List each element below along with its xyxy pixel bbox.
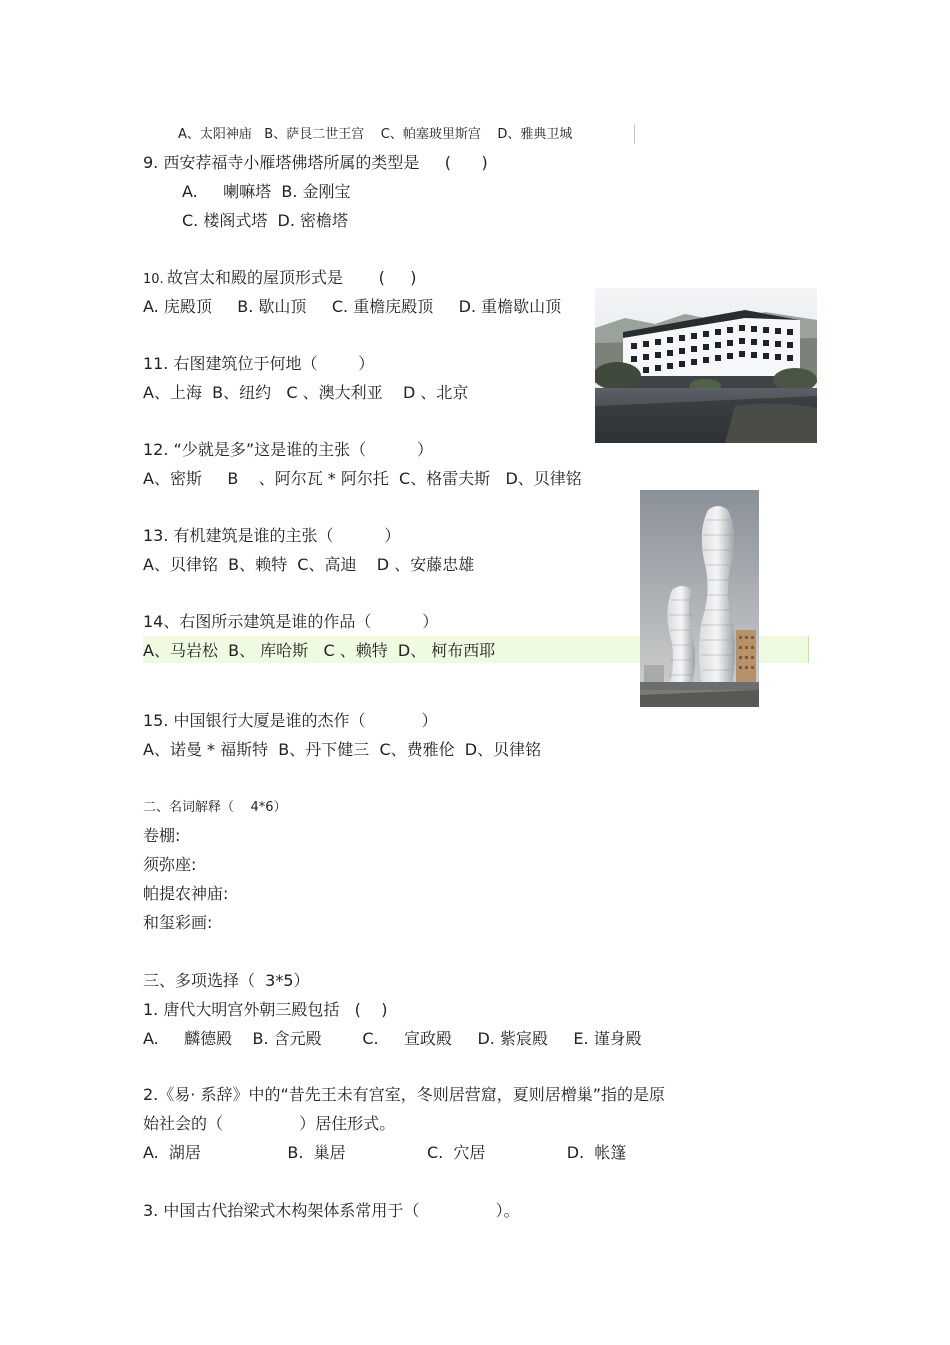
term-2: 须弥座: [143,855,197,874]
term-4: 和玺彩画: [143,913,213,932]
section-3-heading: 三、多项选择（ 3*5） [143,971,310,990]
mc-question-2-line-1: 2.《易· 系辞》中的“昔先王未有宫室，冬则居营窟，夏则居橧巢”指的是原 [143,1085,666,1104]
mc-question-2-options: A. 湖居 B. 巢居 C. 穴居 D. 帐篷 [143,1143,627,1162]
section-2-heading: 二、名词解释（ 4*6） [143,800,287,815]
question-9-options-b: C. 楼阁式塔 D. 密檐塔 [182,211,349,230]
question-14-options: A、马岩松 B、 库哈斯 C 、赖特 D、 柯布西耶 [143,641,496,660]
question-13-options: A、贝律铭 B、赖特 C、高迪 D 、安藤忠雄 [143,555,475,574]
mc-question-2-line-2: 始社会的（ ）居住形式。 [143,1114,396,1133]
question-10-options: A. 庑殿顶 B. 歇山顶 C. 重檐庑殿顶 D. 重檐歇山顶 [143,297,562,316]
question-11: 11. 右图建筑位于何地（ ） [143,354,375,373]
mc-question-1: 1. 唐代大明宫外朝三殿包括 ( ) [143,1000,388,1019]
question-13: 13. 有机建筑是谁的主张（ ） [143,526,401,545]
question-10: 故宫太和殿的屋顶形式是 ( ) [167,268,417,287]
building-photo-2 [640,490,759,707]
building-photo-1 [595,288,817,443]
term-3: 帕提农神庙: [143,884,229,903]
question-9-options-a: A. 喇嘛塔 B. 金刚宝 [182,182,351,201]
question-12-options: A、密斯 B 、阿尔瓦 * 阿尔托 C、格雷夫斯 D、贝律铭 [143,469,582,488]
mc-question-3: 3. 中国古代抬梁式木构架体系常用于（ ）。 [143,1201,520,1220]
question-14: 14、右图所示建筑是谁的作品（ ） [143,612,439,631]
question-10-number: 10. [143,272,164,287]
mc-question-1-options: A. 麟德殿 B. 含元殿 C. 宣政殿 D. 紫宸殿 E. 谨身殿 [143,1029,642,1048]
question-12: 12. “少就是多”这是谁的主张（ ） [143,440,433,459]
q8-options: A、太阳神庙 B、萨艮二世王宫 C、帕塞玻里斯宫 D、雅典卫城 [178,127,573,142]
question-15-options: A、诺曼 * 福斯特 B、丹下健三 C、费雅伦 D、贝律铭 [143,740,542,759]
question-11-options: A、上海 B、纽约 C 、澳大利亚 D 、北京 [143,383,469,402]
question-15: 15. 中国银行大厦是谁的杰作（ ） [143,711,438,730]
term-1: 卷棚: [143,826,181,845]
question-9: 9. 西安荐福寺小雁塔佛塔所属的类型是 ( ) [143,153,488,172]
